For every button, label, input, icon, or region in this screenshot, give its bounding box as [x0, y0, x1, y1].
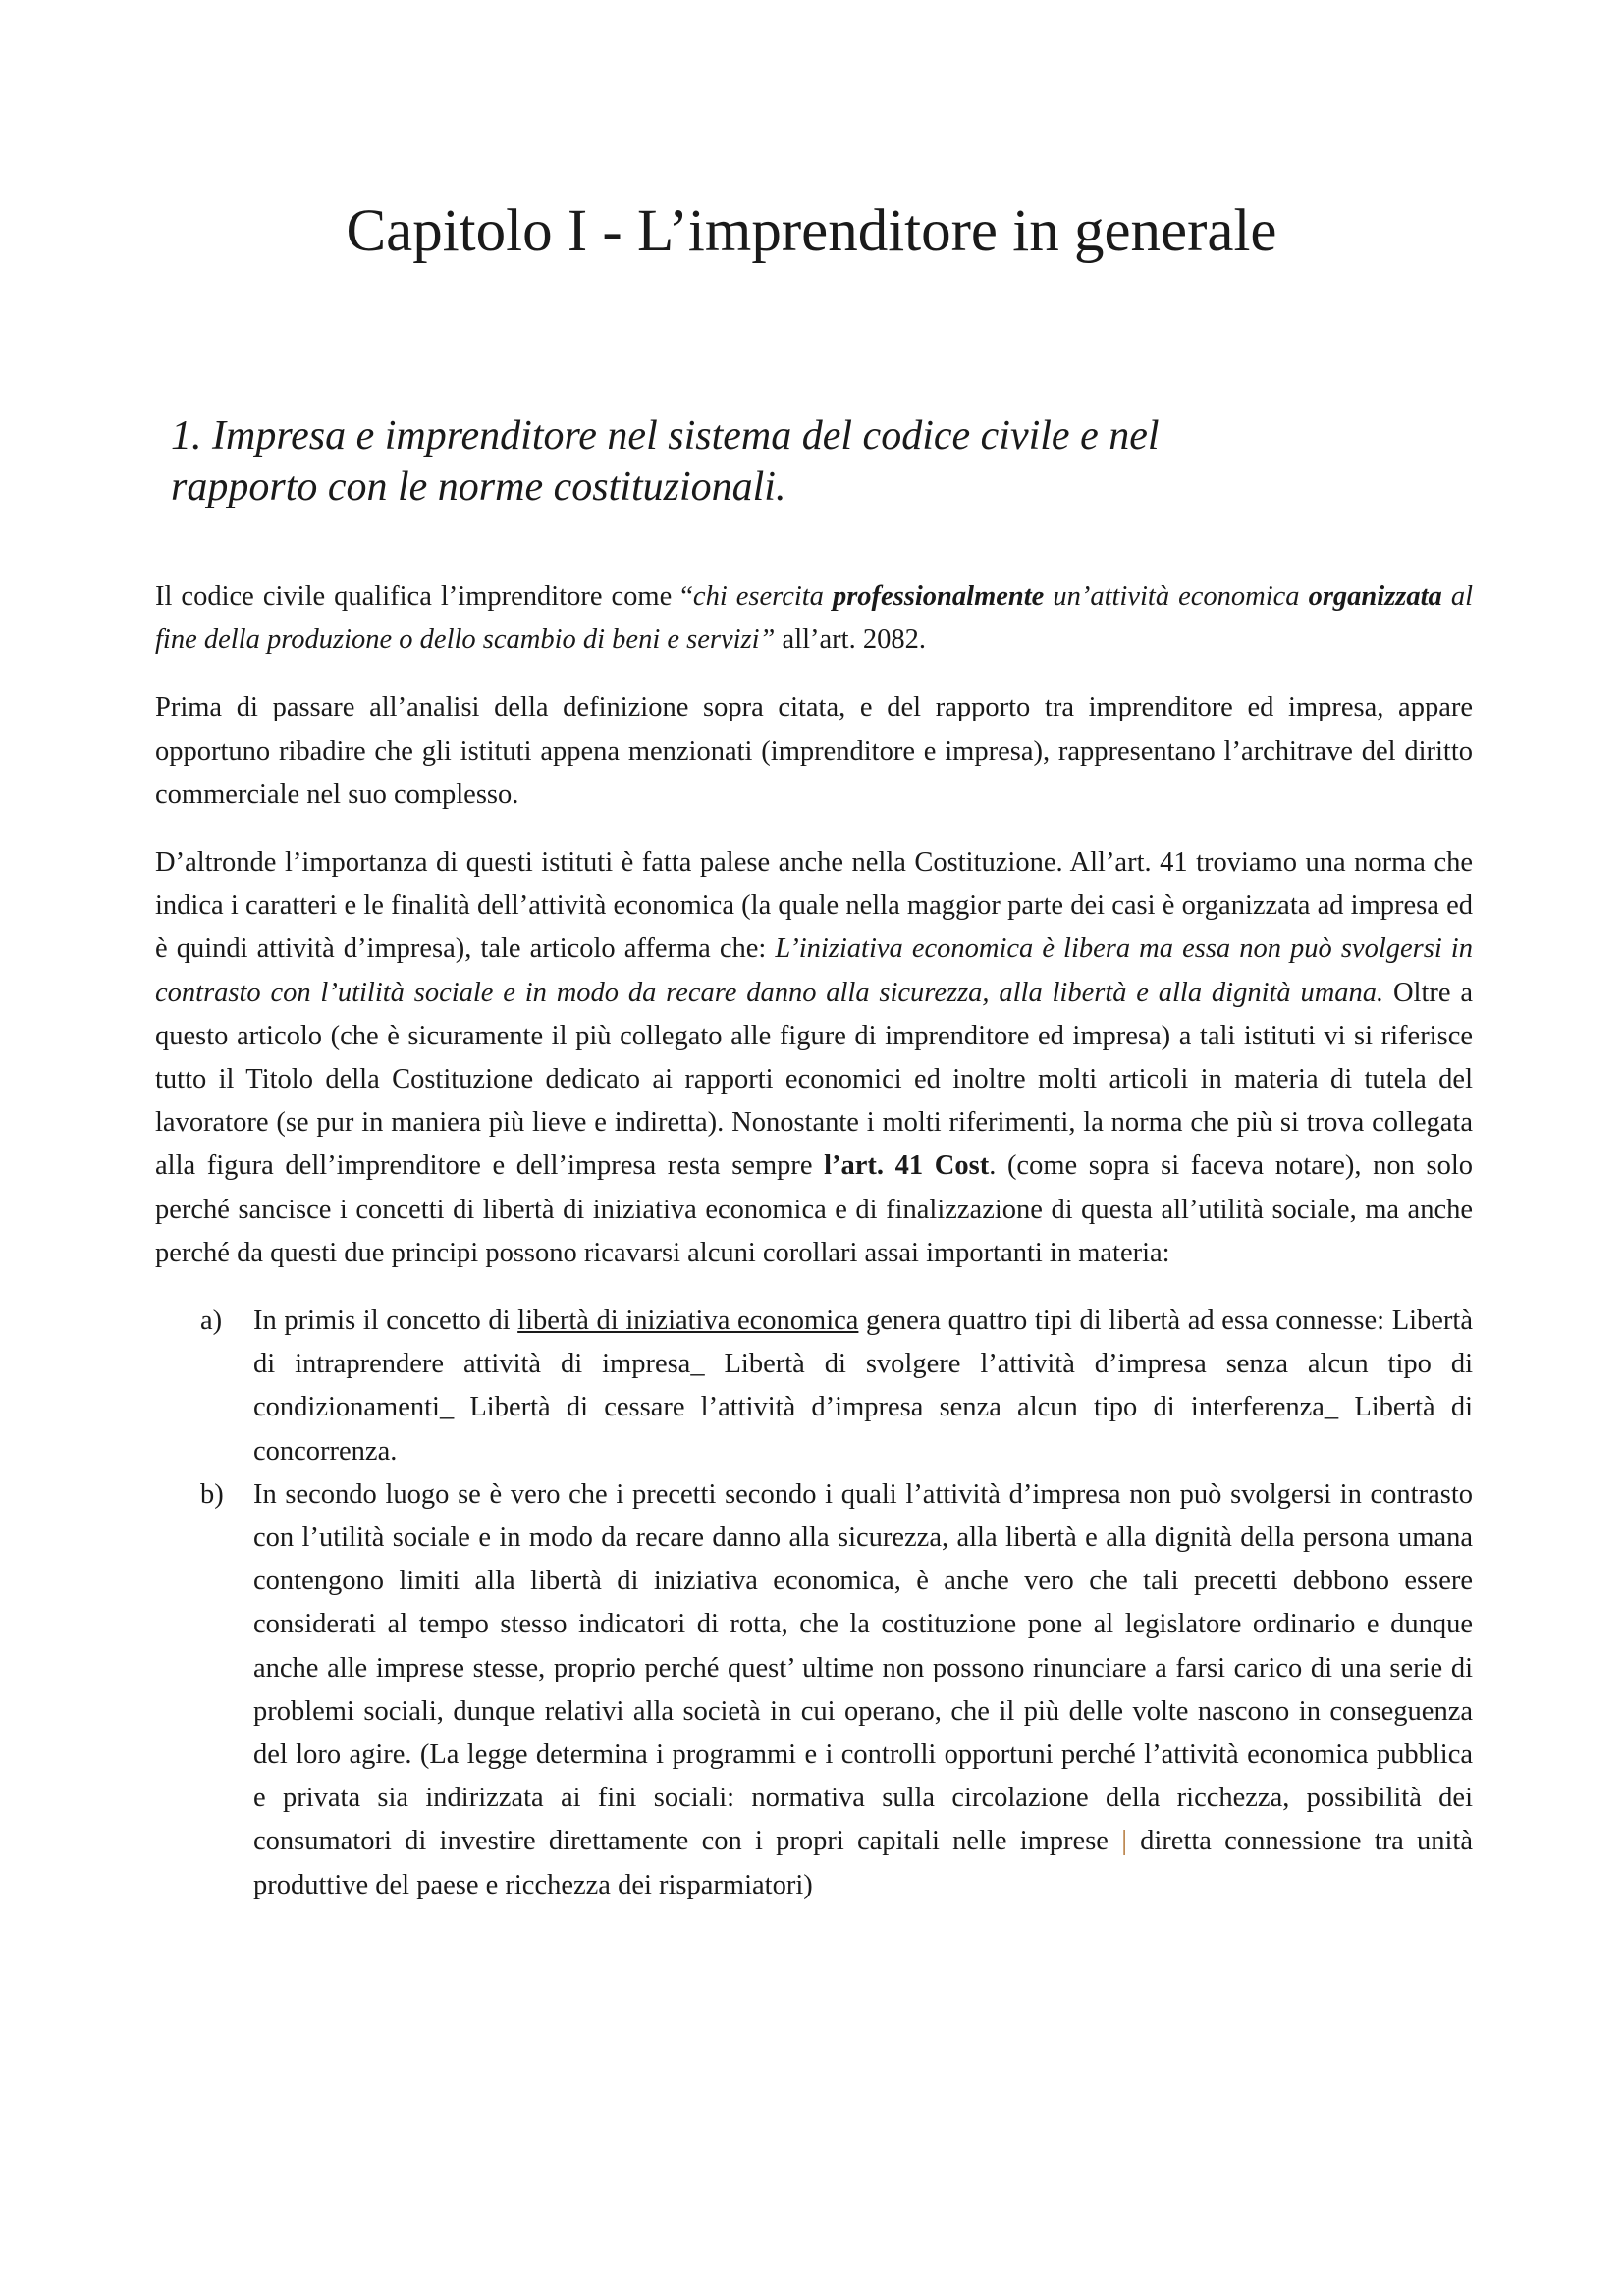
list-marker-b: b)	[200, 1478, 224, 1510]
section-heading	[171, 410, 1329, 512]
italic-run: al fine della produzione o dello scambio di beni e servizi”	[155, 581, 1473, 656]
italic-run: chi esercita	[692, 581, 833, 612]
text-run: In primis il concetto di	[253, 1306, 518, 1337]
corollaries-list	[155, 1300, 1473, 1907]
text-run: all’art. 2082.	[775, 624, 926, 656]
text-run: . (come sopra si faceva notare), non solo perché sancisce i concetti di libertà di iniziativa economica e di finalizzazione di questa all’utilità sociale, ma anche perché da questi due principi possono ricavarsi alcuni corollari assai importanti in materia:	[155, 1150, 1474, 1268]
text-run: diretta connessione tra unità produttive del paese e ricchezza dei risparmiatori)	[253, 1826, 1473, 1900]
italic-quote-art-41: L’iniziativa economica è libera ma essa non può svolgersi in contrasto con l’utilità sociale e in modo da recare danno alla sicurezza, alla libertà e alla dignità umana.	[155, 934, 1473, 1008]
text-run: D’altronde l’importanza di questi istituti è fatta palese anche nella Costituzione. All’art. 41 troviamo una norma che indica i caratteri e le finalità dell’attività economica (la quale nella maggior parte dei casi è organizzata ad impresa ed è quindi attività d’impresa), tale articolo afferma che:	[155, 847, 1473, 965]
text-run: Il codice civile qualifica l’imprenditore come “	[155, 581, 693, 612]
italic-run: un’attività economica	[1044, 581, 1309, 612]
separator-mark: |	[1121, 1826, 1127, 1857]
bold-term-organizzata: organizzata	[1308, 581, 1442, 612]
text-run: In secondo luogo se è vero che i precetti secondo i quali l’attività d’impresa non può svolgersi in contrasto con l’utilità sociale e in modo da recare danno alla sicurezza, alla libertà e alla dignità della persona umana contengono limiti alla libertà di iniziativa economica, è anche vero che tali precetti debbono essere considerati al tempo stesso indicatori di rotta, che la costituzione pone al legislatore ordinario e dunque anche alle imprese stesse, proprio perché quest’ ultime non possono rinunciare a farsi carico di una serie di problemi sociali, dunque relativi alla società in cui operano, che il più delle volte nascono in conseguenza del loro agire. (La legge determina i programmi e i controlli opportuni perché l’attività economica pubblica e privata sia indirizzata ai fini sociali: normativa sulla circolazione della ricchezza, possibilità dei consumatori di investire direttamente con i propri capitali nelle imprese	[253, 1478, 1473, 1857]
list-item-b	[155, 1473, 1473, 1907]
text-run: genera quattro tipi di libertà ad essa connesse: Libertà di intraprendere attività di impresa_ Libertà di svolgere l’attività d’impresa senza alcun tipo di condizionamenti_ Libertà di cessare l’attività d’impresa senza alcun tipo di interferenza_ Libertà di concorrenza.	[253, 1306, 1473, 1467]
text-run: Oltre a questo articolo (che è sicuramente il più collegato alle figure di imprenditore ed impresa) a tali istituti vi si riferisce tutto il Titolo della Costituzione dedicato ai rapporti economici ed inoltre molti articoli in materia di tutela del lavoratore (se pur in maniera più lieve e indiretta). Nonostante i molti riferimenti, la norma che più si trova collegata alla figura dell’imprenditore e dell’impresa resta sempre	[155, 977, 1473, 1182]
bold-term-art-41: l’art. 41 Cost	[824, 1150, 990, 1182]
bold-term-professionalmente: professionalmente	[832, 581, 1045, 612]
paragraph-constitution	[155, 841, 1473, 1275]
list-marker-a: a)	[200, 1306, 223, 1337]
chapter-title: Capitolo I - L’imprenditore in generale	[346, 198, 1277, 264]
list-item-a	[155, 1300, 1473, 1473]
paragraph-introduction: Prima di passare all’analisi della definizione sopra citata, e del rapporto tra imprenditore ed impresa, appare opportuno ribadire che gli istituti appena menzionati (imprenditore e impresa), rappresentano l’architrave del diritto commerciale nel suo complesso.	[155, 692, 1473, 810]
section-heading-line-2: rapporto con le norme costituzionali.	[171, 464, 786, 509]
document-body	[155, 575, 1473, 1907]
underlined-term: libertà di iniziativa economica	[517, 1306, 859, 1337]
paragraph-definition	[155, 575, 1473, 662]
section-heading-line-1: 1. Impresa e imprenditore nel sistema del codice civile e nel	[171, 413, 1160, 458]
